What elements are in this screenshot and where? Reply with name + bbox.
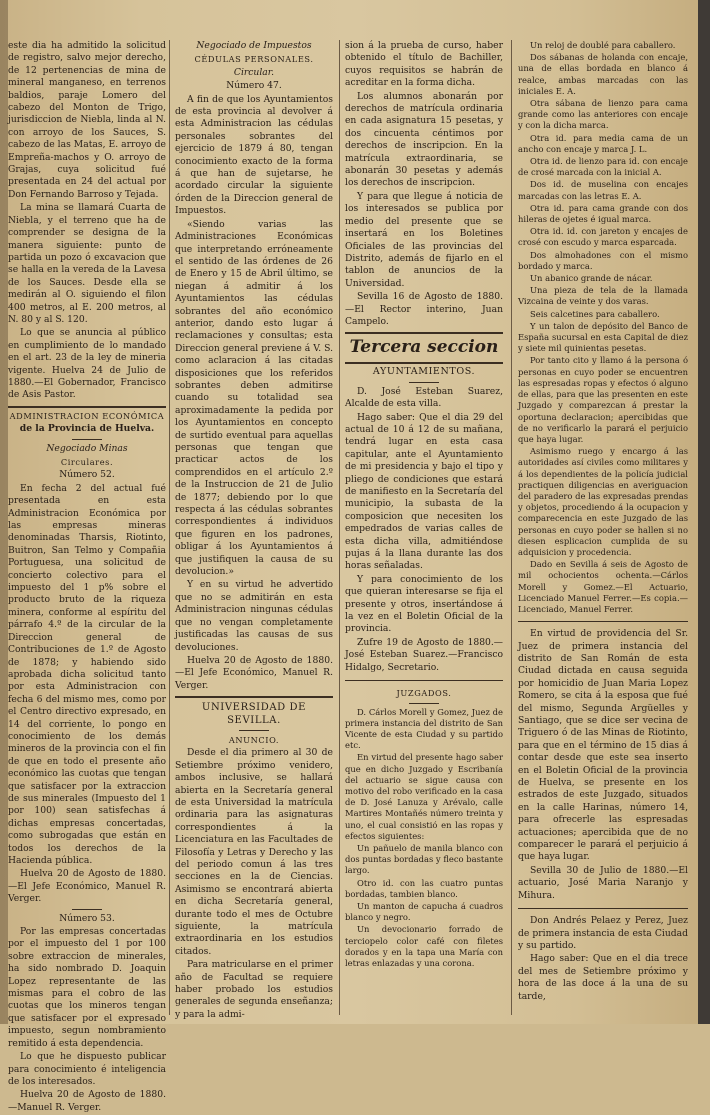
ornament-divider [72,909,102,910]
list-item: Dos almohadones con el mismo bordado y marca. [518,249,688,271]
section-title: Tercera seccion [349,337,499,358]
text-paragraph: A fin de que los Ayuntamientos de esta provincia al devolver á esta Administracion las cédulas personales sobrantes del ejercicio de 1879 á 80, tengan conocimiento exacto de la forma á que han de sujetarse, he acordado circular la siguiente órden de la Direccion general de Impuestos. [175,93,333,217]
text-paragraph: Don Andrés Pelaez y Perez, Juez de primera instancia de esta Ciudad y su partido. [518,915,688,951]
section-heading: ADMINISTRACION ECONÓMICA [9,410,165,421]
column-2 [175,40,333,1022]
list-item: Otro id. con las cuatro puntas bordadas, tambien blanco. [345,877,503,899]
text-paragraph: Por tanto cito y llamo á la persona ó personas en cuyo poder se encuentren las espresadas ropas y efectos ó alguno de ellas, para que las presenten en este Juzgado y comparezcan á prestar la oportuna declaracion; apercibidas que de no verificarlo la parará el perjuicio que haya lugar. [518,355,688,444]
ornament-divider [72,439,102,440]
subsection-heading: CÉDULAS PERSONALES. [194,54,314,65]
text-paragraph: «Siendo varias las Administraciones Económicas que interpretando erróneamente el sentido de las órdenes de 26 de Enero y 15 de Abril último, se niegan á admitir á los Ayuntamientos las cédulas sobrantes del año económico anterior, dando esto lugar á reclamaciones y consultas; esta Direccion general previene á V. S. como aclaracion á las citadas disposiciones que los referidos sobrantes deben admitirse cuando su totalidad sea aproximadamente la pedida por los Ayuntamientos en concepto de surtido eventual para aquellas personas que tengan que practicar actos de los comprendidos en el artículo 2.º de la Instruccion de 21 de Julio de 1877; debiendo por lo que respecta á las cédulas sobrantes correspondientes á individuos que figuren en los padrones, obligar á los Ayuntamientos á que justifiquen la causa de su devolucion.» [175,218,333,578]
small-type-block [345,707,503,970]
list-item: Otra sábana de lienzo para cama grande como las anteriores con encaje y con la dicha marca. [518,98,688,131]
column-rule [339,40,340,1015]
column-rule [511,40,512,1015]
subsection-heading: Negociado Minas [46,442,128,454]
number-heading: Número 53. [59,912,115,924]
list-item: Un pañuelo de manila blanco con dos puntas bordadas y fleco bastante largo. [345,842,503,876]
text-paragraph: este dia ha admitido la solicitud de registro, salvo mejor derecho, de 12 pertenencias de mina de mineral manganeso, en terrenos baldios, paraje Lomero del cabezo del Monton de Trigo, jurisdiccion de Niebla, linda al N. con arroyo de los Sauces, S. cabezo de las Matas, E. arroyo de Empreña-machos y O. arroyo de Grajas, cuya solicitud fué presentada en 24 del actual por Don Fernando Barroso y Tejada. [8,40,166,200]
text-paragraph: En virtud del presente hago saber que en dicho Juzgado y Escribanía del actuario se sigue causa con motivo del robo verificado en la casa de D. José Lanuza y Arévalo, calle Martires Montañés número treinta y uno, el cual consistió en las ropas y efectos siguientes: [345,752,503,841]
subsection-heading: Negociado de Impuestos [196,40,312,51]
text-paragraph: Lo que he dispuesto publicar para conocimiento é inteligencia de los interesados. [8,1051,166,1087]
number-heading: Número 52. [59,469,115,481]
list-item: Dos id. de muselina con encajes marcadas con las letras E. A. [518,179,688,201]
subsection-heading: Circular. [233,66,275,78]
signature: Dado en Sevilla á seis de Agosto de mil ochocientos ochenta.—Cárlos Morell y Gomez.—El Actuario, Licenciado Manuel Ferrer.—Es copia.—Licenciado, Manuel Ferrer. [518,559,688,614]
subsection-heading: Circulares. [60,457,114,467]
text-paragraph: Lo que se anuncia al público en cumplimiento de lo mandado en el art. 23 de la ley de mineria vigente. Huelva 24 de Julio de 1880.—El Gobernador, Francisco de Asis Pastor. [8,327,166,401]
right-edge-shadow [698,0,710,1024]
subsection-heading: ANUNCIO. [228,734,280,745]
section-divider [345,680,503,681]
text-paragraph: D. Cárlos Morell y Gomez, Juez de primera instancia del distrito de San Vicente de esta Ciudad y su partido etc. [345,706,503,751]
signature: Sevilla 30 de Julio de 1880.—El actuario, José Maria Naranjo y Mihura. [518,864,688,901]
section-heading: AYUNTAMIENTOS. [372,366,476,378]
text-paragraph: En virtud de providencia del Sr. Juez de primera instancia del distrito de San Román de esta Ciudad dictada en causa seguida por homicidio de Juan Maria Lopez Romero, se cita á la esposa que fué del mismo, Segunda Argüelles y Santiago, que se dice ser vecina de Triguero ó de las Minas de Riotinto, para que en el término de 15 dias á contar desde que este sea inserto en el Boletin Oficial de la provincia de Huelva, se presente en los estrados de este Juzgado, situados en la calle Harinas, número 14, para ofrecerle las espresadas actuaciones; apercibida que de no comparecer le parará el perjuicio á que haya lugar. [518,628,688,863]
column-3 [345,40,503,970]
ornament-divider [409,703,439,704]
section-heading: de la Provincia de Huelva. [19,423,155,435]
section-divider [345,332,503,334]
text-paragraph: sion á la prueba de curso, haber obtenido el título de Bachiller, cuyos requisitos se habrán de acreditar en la forma dicha. [345,40,503,89]
section-divider [518,908,688,909]
text-paragraph: Desde el dia primero al 30 de Setiembre próximo venidero, ambos inclusive, se hallará abierta en la Secretaría general de esta Universidad la matrícula ordinaria para las asignaturas correspondientes á la Licenciatura en las Facultades de Filosofía y Letras y Derecho y las del periodo comun á las tres secciones en la de Ciencias. Asimismo se encontrará abierta en dicha Secretaría general, durante todo el mes de Octubre siguiente, la matrícula extraordinaria en los estudios citados. [175,747,333,957]
list-item: Un manton de capucha á cuadros blanco y negro. [345,900,503,923]
text-paragraph: Y para conocimiento de los que quieran interesarse se fija el presente y otros, insertándose á la vez en el Boletin Oficial de la provincia. [345,573,503,635]
signature: Huelva 20 de Agosto de 1880.—El Jefe Económico, Manuel R. Verger. [8,868,166,905]
text-paragraph: D. José Esteban Suarez, Alcalde de esta villa. [345,385,503,410]
section-divider [518,621,688,622]
list-item: Un devocionario forrado de terciopelo color café con filetes dorados y en la tapa una María con letras enlazadas y una corona. [345,924,503,968]
column-rule [169,40,170,1015]
list-item: Un reloj de doublé para caballero. [530,40,676,50]
section-divider [345,362,503,364]
text-paragraph: Hago saber: Que el dia 29 del actual de 10 á 12 de su mañana, tendrá lugar en esta casa capitular, ante el Ayuntamiento de mi presidencia y bajo el tipo y pliego de condiciones que estará de manifiesto en la Secretaría del municipio, la subasta de la composicion que necesiten los empedrados de varias calles de esta dicha villa, admitiéndose pujas á la llana durante las dos horas señaladas. [345,411,503,572]
list-item: Dos sábanas de holanda con encaje, una de ellas bordada en blanco á realce, ambas marcadas con las iniciales E. A. [518,52,688,96]
section-divider [175,696,333,698]
text-paragraph: En fecha 2 del actual fué presentada en esta Administracion Económica por las empresas mineras denominadas Tharsis, Riotinto, Buitron, San Telmo y Compañia Portuguesa, una solicitud de concierto colectivo para el impuesto del 1 p% sobre el producto bruto de la riqueza minera, conforme al espíritu del párrafo 4.º de la circular de la Direccion general de Contribuciones de 1.º de Agosto de 1878; y habiendo sido aprobada dicha solicitud tanto por esta Administracion con fecha 6 del mismo mes, como por el Centro directivo expresado, en 14 del corriente, lo pongo en conocimiento de los demás mineros de la provincia con el fin de que en todo el presente año económico las cuotas que tengan que satisfacer por la extraccion de sus minerales (Impuesto del 1 por 100) sean satisfechas á dichas empresas concertadas, como subrogadas que están en todos los derechos de la Hacienda pública. [8,482,166,866]
text-paragraph: Por las empresas concertadas por el impuesto del 1 por 100 sobre extraccion de minerales, ha sido nombrado D. Joaquin Lopez representante de las mismas para el cobro de las cuotas que los mineros tengan que satisfacer por el expresado impuesto, segun nombramiento remitido á esta dependencia. [8,926,166,1049]
text-paragraph: Hago saber: Que en el dia trece del mes de Setiembre próximo y hora de las doce á la una de su tarde, [518,953,688,1002]
column-4 [518,40,688,1004]
list-item: Otra id. para media cama de un ancho con encaje y marca J. L. [518,132,688,154]
text-paragraph: Para matricularse en el primer año de Facultad se requiere haber probado los estudios generales de segunda enseñanza; y para la admi- [175,959,333,1020]
ornament-divider [239,730,269,731]
left-edge-shadow [0,0,8,1024]
text-paragraph: Y en su virtud he advertido que no se admitirán en esta Administracion ningunas cédulas que no vengan completamente justificadas las causas de sus devoluciones. [175,579,333,653]
list-item: Y un talon de depósito del Banco de España sucursal en esta Capital de diez y siete mil quinientas pesetas. [518,320,688,354]
signature: Zufre 19 de Agosto de 1880.—José Esteban Suarez.—Francisco Hidalgo, Secretario. [345,636,503,673]
number-heading: Número 47. [226,80,282,92]
signature: Sevilla 16 de Agosto de 1880.—El Rector interino, Juan Campelo. [345,291,503,327]
signature: Huelva 20 de Agosto de 1880.—Manuel R. Verger. [8,1089,166,1113]
ornament-divider [409,382,439,383]
list-item: Seis calcetines para caballero. [530,308,660,319]
section-divider [8,406,166,408]
text-paragraph: Asimismo ruego y encargo á las autoridades así civiles como militares y á los dependientes de la policía judicial practiquen diligencias en averiguacion del paradero de las expresadas prendas y objetos, procediendo á la ocupacion y comparecencia en este Juzgado de las personas en cuyo poder se hallen si no diesen esplicacion cumplida de su adquisicion y procedencia. [518,446,688,557]
signature: Huelva 20 de Agosto de 1880.—El Jefe Económico, Manuel R. Verger. [175,654,333,691]
list-item: Una pieza de tela de la llamada Vizcaina de veinte y dos varas. [518,285,688,307]
section-heading: UNIVERSIDAD DE SEVILLA. [201,702,307,726]
section-heading: JUZGADOS. [396,688,452,699]
small-type-block [518,40,688,615]
list-item: Otra id. id. con jareton y encajes de crosé con escudo y marca esparcada. [518,226,688,248]
list-item: Un abanico grande de nácar. [530,273,653,284]
text-paragraph: Los alumnos abonarán por derechos de matrícula ordinaria en cada asignatura 15 pesetas, y dos cincuenta céntimos por derechos de inscripcion. En la matrícula extraordinaria, se abonarán 30 pesetas y además los derechos de inscripcion. [345,90,503,189]
text-paragraph: La mina se llamará Cuarta de Niebla, y el terreno que ha de comprender se designa de la manera siguiente: punto de partida un pozo ó excavacion que se halla en la vereda de la Lavesa de los Sauces. Desde ella se medirán al O. siguiendo el filon 400 metros, al E. 200 metros, al N. 80 y al S. 120. [8,202,166,325]
text-paragraph: Y para que llegue á noticia de los interesados se publica por medio del presente que se insertará en los Boletines Oficiales de las provincias del Distrito, además de fijarlo en el tablon de anuncios de la Universidad. [345,190,503,289]
column-1 [8,40,166,1115]
list-item: Otra id. de lienzo para id. con encaje de crosé marcada con la inicial A. [518,156,688,178]
list-item: Otra id. para cama grande con dos hileras de ojetes é igual marca. [518,202,688,225]
